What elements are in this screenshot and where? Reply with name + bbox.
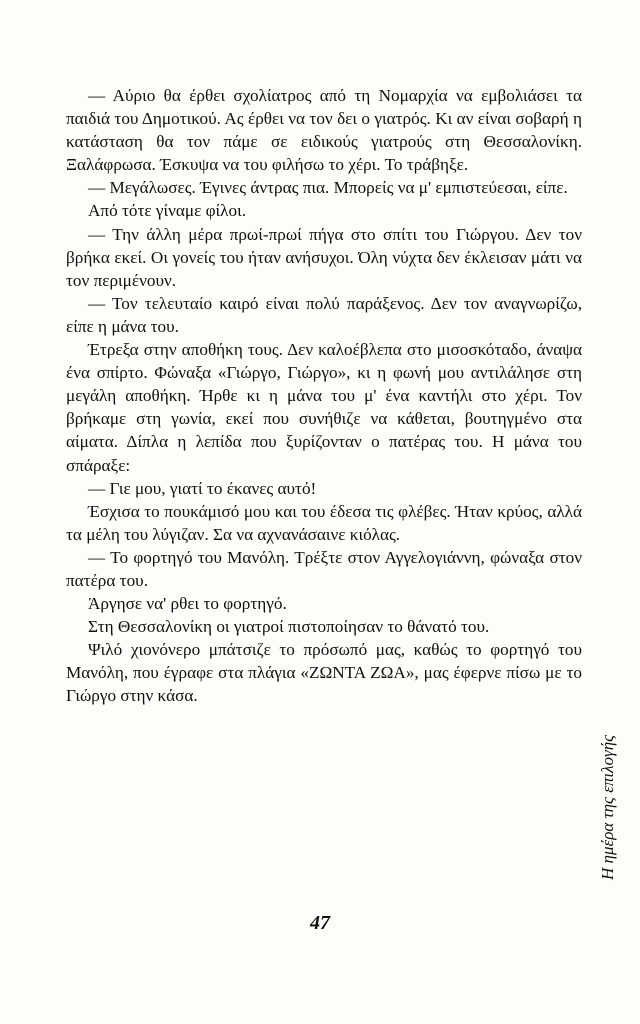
paragraph: — Τον τελευταίο καιρό είναι πολύ παράξενος. Δεν τον αναγνωρίζω, είπε η μάνα του.	[66, 293, 582, 336]
paragraph: Από τότε γίναμε φίλοι.	[88, 201, 247, 221]
paragraph: — Μεγάλωσες. Έγινες άντρας πια. Μπορείς να μ' εμπιστεύεσαι, είπε.	[88, 178, 568, 198]
paragraph: — Το φορτηγό του Μανόλη. Τρέξτε στον Αγγελογιάννη, φώναξα στον πατέρα του.	[66, 547, 582, 590]
page-number: 47	[310, 912, 330, 934]
paragraph: — Αύριο θα έρθει σχολίατρος από τη Νομαρχία να εμβολιάσει τα παιδιά του Δημοτικού. Ας έρθει να τον δει ο γιατρός. Κι αν είναι σοβαρή η κατάσταση θα τον πάμε σε ειδικούς γιατρούς στη Θεσσαλονίκη. Ξαλάφρωσα. Έσκυψα να του φιλήσω το χέρι. Το τράβηξε.	[66, 86, 582, 175]
paragraph: Στη Θεσσαλονίκη οι γιατροί πιστοποίησαν το θάνατό του.	[88, 617, 490, 637]
paragraph: Έτρεξα στην αποθήκη τους. Δεν καλοέβλεπα στο μισοσκόταδο, άναψα ένα σπίρτο. Φώναξα «Γιώργο, Γιώργο», κι η φωνή μου αντιλάλησε στη μεγάλη αποθήκη. Ήρθε κι η μάνα του μ' ένα καντήλι στο χέρι. Τον βρήκαμε στη γωνία, εκεί που συνήθιζε να κάθεται, βουτηγμένο στα αίματα. Δίπλα η λεπίδα που ξυρίζονταν ο πατέρας του. Η μάνα του σπάραξε:	[66, 340, 582, 475]
paragraph: Άργησε να' ρθει το φορτηγό.	[88, 594, 287, 614]
paragraph: — Γιε μου, γιατί το έκανες αυτό!	[88, 478, 317, 498]
paragraph: Ψιλό χιονόνερο μπάτσιζε το πρόσωπό μας, καθώς το φορτηγό του Μανόλη, που έγραφε στα πλάγια «ΖΩΝΤΑ ΖΩΑ», μας έφερνε πίσω με το Γιώργο στην κάσα.	[66, 640, 582, 706]
running-title: Η ημέρα της επιλογής	[598, 734, 617, 880]
paragraph: Έσχισα το πουκάμισό μου και του έδεσα τις φλέβες. Ήταν κρύος, αλλά τα μέλη του λύγιζαν. Σα να αχνανάσαινε κιόλας.	[66, 501, 582, 544]
paragraph: — Την άλλη μέρα πρωί-πρωί πήγα στο σπίτι του Γιώργου. Δεν τον βρήκα εκεί. Οι γονείς του ήταν ανήσυχοι. Όλη νύχτα δεν έκλεισαν μάτι να τον περιμένουν.	[66, 224, 582, 290]
body-text	[66, 84, 582, 708]
